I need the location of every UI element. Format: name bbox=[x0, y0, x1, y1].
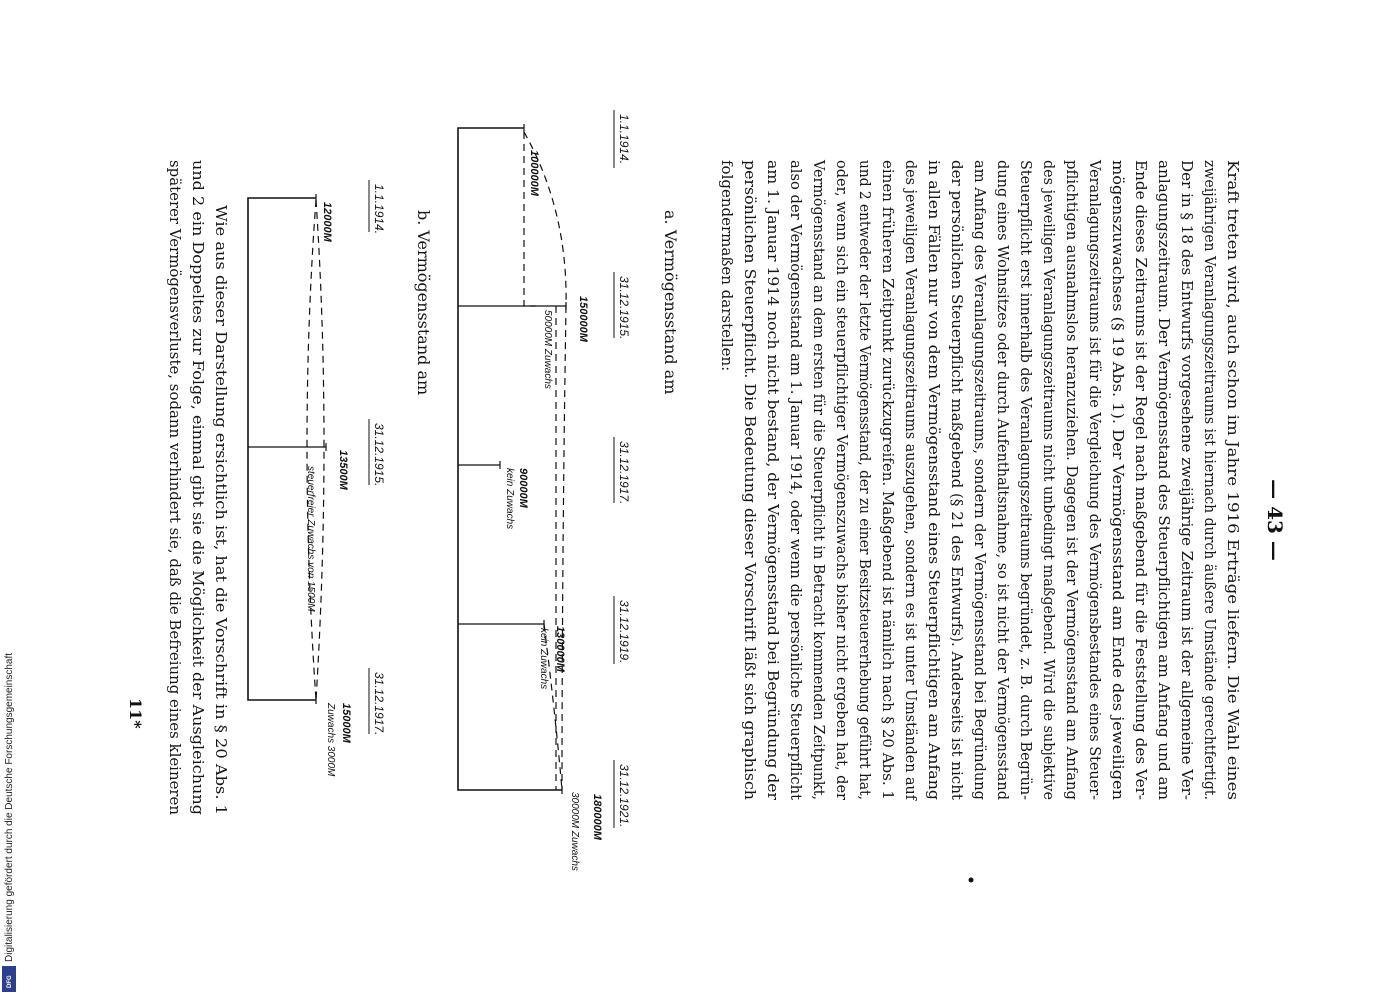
amount-label: 15000M bbox=[340, 703, 352, 743]
body-text-top bbox=[718, 159, 1242, 859]
text-line: also der Vermögensstand am 1. Januar 1914, oder wenn die persönliche Steuerpflicht bbox=[787, 160, 805, 813]
diagram-b-heading: b. Vermögensstand am bbox=[414, 210, 433, 396]
text-line: am 1. Januar 1914 noch nicht bestand, der Vermögensstand bei Begründung der bbox=[764, 160, 782, 775]
date-label: 1.1.1914. bbox=[617, 114, 631, 165]
text-line: des jeweiligen Veranlagungszeitraums auszugehen, sondern es ist unter Umständen auf bbox=[902, 160, 920, 832]
text-line: der persönlichen Steuerpflicht maßgebend (§ 21 des Entwurfs). Anderseits ist nicht bbox=[948, 160, 966, 798]
annotation-label: 30000M Zuwachs bbox=[569, 792, 580, 871]
amount-label: 130000M bbox=[554, 626, 566, 672]
text-line: Kraft treten wird, auch schon im Jahre 1916 Erträge liefern. Die Wahl eines bbox=[1224, 160, 1242, 738]
text-line: des jeweiligen Veranlagungszeitraums nicht unbedingt maßgebend. Wird die subjektive bbox=[1040, 160, 1058, 830]
annotation-label: 50000M Zuwachs bbox=[542, 310, 553, 389]
date-label: 31.12.1915. bbox=[372, 423, 386, 487]
text-line: folgendermaßen darstellen: bbox=[718, 160, 736, 372]
text-line: späterer Vermögensverluste, sodann verhindert sie, daß die Befreiung eines kleineren bbox=[166, 160, 184, 819]
date-label: 1.1.1914. bbox=[372, 184, 386, 235]
text-line: am Anfang des Veranlagungszeitraums, sondern der Vermögensstand bei Begründung bbox=[971, 160, 989, 818]
curve-dashed bbox=[316, 200, 324, 700]
diagram-b-frame bbox=[248, 198, 316, 700]
text-line: Der in § 18 des Entwurfs vorgesehene zweijährige Zeitraum ist der allgemeine Ver- bbox=[1178, 160, 1196, 796]
text-line: Vermögensstand an dem ersten für die Steuerpflicht in Betracht kommenden Zeitpunkt, bbox=[810, 160, 828, 832]
text-line: und 2 entweder der letzte Vermögensstand, der zu einer Besitzsteuererhebung geführt hat, bbox=[856, 160, 874, 859]
text-line: Veranlagungszeitraums ist für die Vergleichung des Vermögensbestandes eines Steuer- bbox=[1086, 160, 1104, 826]
text-line: oder, wenn sich ein steuerpflichtiger Vermögenszuwachs bisher nicht ergeben hat, der bbox=[833, 160, 851, 822]
text-line: pflichtigen ausnahmslos heranzuziehen. Dagegen ist der Vermögensstand am Anfang bbox=[1063, 160, 1081, 810]
date-label: 31.12.1921. bbox=[617, 764, 631, 828]
date-label: 31.12.1917. bbox=[372, 672, 386, 736]
page-number: — 43 — bbox=[1263, 479, 1287, 561]
text-line: anlagungszeitraum. Der Vermögensstand des Steuerpflichtigen am Anfang und am bbox=[1155, 160, 1173, 792]
text-line: dung eines Wohnsitzes oder durch Aufenthaltsnahme, so ist nicht der Vermögensstand bbox=[994, 160, 1012, 821]
ink-dot bbox=[969, 878, 974, 883]
text-line: zweijährigen Veranlagungszeitraums ist hiernach durch äußere Umstände gerechtfertigt. bbox=[1201, 160, 1219, 844]
annotation-label: kein Zuwachs bbox=[538, 628, 549, 690]
text-line: persönlichen Steuerpflicht. Die Bedeutung dieser Vorschrift läßt sich graphisch bbox=[741, 160, 759, 768]
diagram-a-heading: a. Vermögensstand am bbox=[661, 210, 680, 395]
amount-label: 12000M bbox=[321, 202, 333, 242]
dfg-logo-text: DFG bbox=[7, 975, 13, 988]
text-line: Wie aus dieser Darstellung ersichtlich ist, hat die Vorschrift in § 20 Abs. 1 bbox=[212, 205, 230, 769]
dfg-logo-icon bbox=[2, 966, 16, 992]
diagram-a bbox=[458, 110, 680, 871]
text-line: Ende dieses Zeitraums ist der Regel nach maßgebend für die Feststellung des Ver- bbox=[1132, 160, 1150, 792]
diagram-b bbox=[248, 180, 433, 777]
annotation-label: Zuwachs 3000M bbox=[325, 703, 336, 777]
diagram-a-frame bbox=[458, 128, 562, 790]
amount-label: 180000M bbox=[591, 794, 603, 840]
annotation-label: steuerfreier Zuwachs von 1500M bbox=[305, 466, 316, 612]
digitization-credit: Digitalisierung gefördert durch die Deutsche Forschungsgemeinschaft bbox=[4, 652, 15, 962]
text-line: Steuerpflicht erst innerhalb des Veranlagungszeitraums begründet, z. B. durch Begrün- bbox=[1017, 160, 1035, 829]
annotation-label: kein Zuwachs bbox=[504, 468, 515, 530]
text-line: in allen Fällen nur von dem Vermögensstand eines Steuerpflichtigen am Anfang bbox=[925, 160, 943, 769]
text-line: einen früheren Zeitpunkt zurückzugreifen. Maßgebend ist nämlich nach § 20 Abs. 1 bbox=[879, 160, 897, 800]
signature-mark: 11* bbox=[126, 698, 145, 729]
date-label: 31.12.1919. bbox=[617, 600, 631, 664]
curve-dashed bbox=[562, 306, 566, 790]
text-line: und 2 ein Doppeltes zur Folge, einmal gibt sie die Möglichkeit der Ausgleichung bbox=[189, 160, 207, 773]
amount-label: 90000M bbox=[517, 468, 529, 508]
date-label: 31.12.1917. bbox=[617, 441, 631, 505]
amount-label: 150000M bbox=[577, 296, 589, 342]
body-text-bottom bbox=[166, 160, 230, 819]
date-label: 31.12.1915. bbox=[617, 276, 631, 340]
text-line: mögenszuwachses (§ 19 Abs. 1). Der Vermögensstand am Ende des jeweiligen bbox=[1109, 160, 1127, 755]
curve-dashed bbox=[307, 200, 316, 700]
amount-label: 13500M bbox=[337, 450, 349, 490]
amount-label: 100000M bbox=[528, 150, 540, 196]
